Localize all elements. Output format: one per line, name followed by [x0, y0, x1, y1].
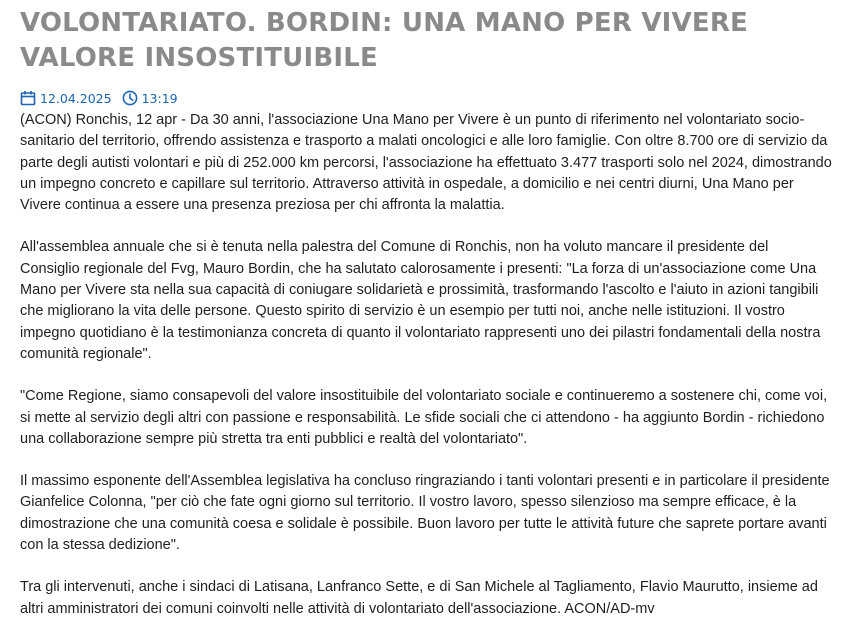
article-body	[20, 110, 832, 620]
article-title: VOLONTARIATO. BORDIN: UNA MANO PER VIVERE VALORE INSOSTITUIBILE	[20, 8, 749, 73]
publish-date	[20, 90, 112, 106]
publish-time	[122, 90, 178, 106]
article-paragraph: "Come Regione, siamo consapevoli del valore insostituibile del volontariato sociale e continueremo a sostenere chi, come voi, si mette al servizio degli altri con passione e responsabilità. Le sfide sociali che ci attendono - ha aggiunto Bordin - richiedono una collaborazione sempre più stretta tra enti pubblici e realtà del volontariato".	[20, 388, 828, 447]
calendar-icon	[20, 90, 36, 106]
article-paragraph: (ACON) Ronchis, 12 apr - Da 30 anni, l'associazione Una Mano per Vivere è un punto di riferimento nel volontariato socio-sanitario del territorio, offrendo assistenza e trasporto a malati oncologici e alle loro famiglie. Con oltre 8.700 ore di servizio da parte degli autisti volontari e più di 252.000 km percorsi, l'associazione ha effettuato 3.477 trasporti solo nel 2024, dimostrando un impegno concreto e capillare sul territorio. Attraverso attività in ospedale, a domicilio e nei centri diurni, Una Mano per Vivere continua a essere una presenza preziosa per chi affronta la malattia.	[20, 112, 832, 214]
article-paragraph: Il massimo esponente dell'Assemblea legislativa ha concluso ringraziando i tanti volontari presenti e in particolare il presidente Gianfelice Colonna, "per ciò che fate ogni giorno sul territorio. Il vostro lavoro, spesso silenzioso ma sempre efficace, è la dimostrazione che una comunità coesa e solidale è possibile. Buon lavoro per tutte le attività future che saprete portare avanti con la stessa dedizione".	[20, 473, 830, 554]
article-meta	[20, 88, 832, 108]
clock-icon	[122, 90, 138, 106]
news-article	[20, 6, 832, 641]
publish-date-text: 12.04.2025	[40, 90, 112, 106]
publish-time-text: 13:19	[141, 90, 178, 106]
article-paragraph: Tra gli intervenuti, anche i sindaci di Latisana, Lanfranco Sette, e di San Michele al Tagliamento, Flavio Maurutto, insieme ad altri amministratori dei comuni coinvolti nelle attività di volontariato dell'associazione. ACON/AD-mv	[20, 579, 818, 617]
article-paragraph: All'assemblea annuale che si è tenuta nella palestra del Comune di Ronchis, non ha voluto mancare il presidente del Consiglio regionale del Fvg, Mauro Bordin, che ha salutato calorosamente i presenti: "La forza di un'associazione come Una Mano per Vivere sta nella sua capacità di coniugare solidarietà e prossimità, trasformando l'ascolto e l'aiuto in azioni tangibili che migliorano la vita delle persone. Questo spirito di servizio è un esempio per tutti noi, anche nelle istituzioni. Il vostro impegno quotidiano è la testimonianza concreta di quanto il volontariato rappresenti uno dei pilastri fondamentali della nostra comunità regionale".	[20, 239, 821, 362]
